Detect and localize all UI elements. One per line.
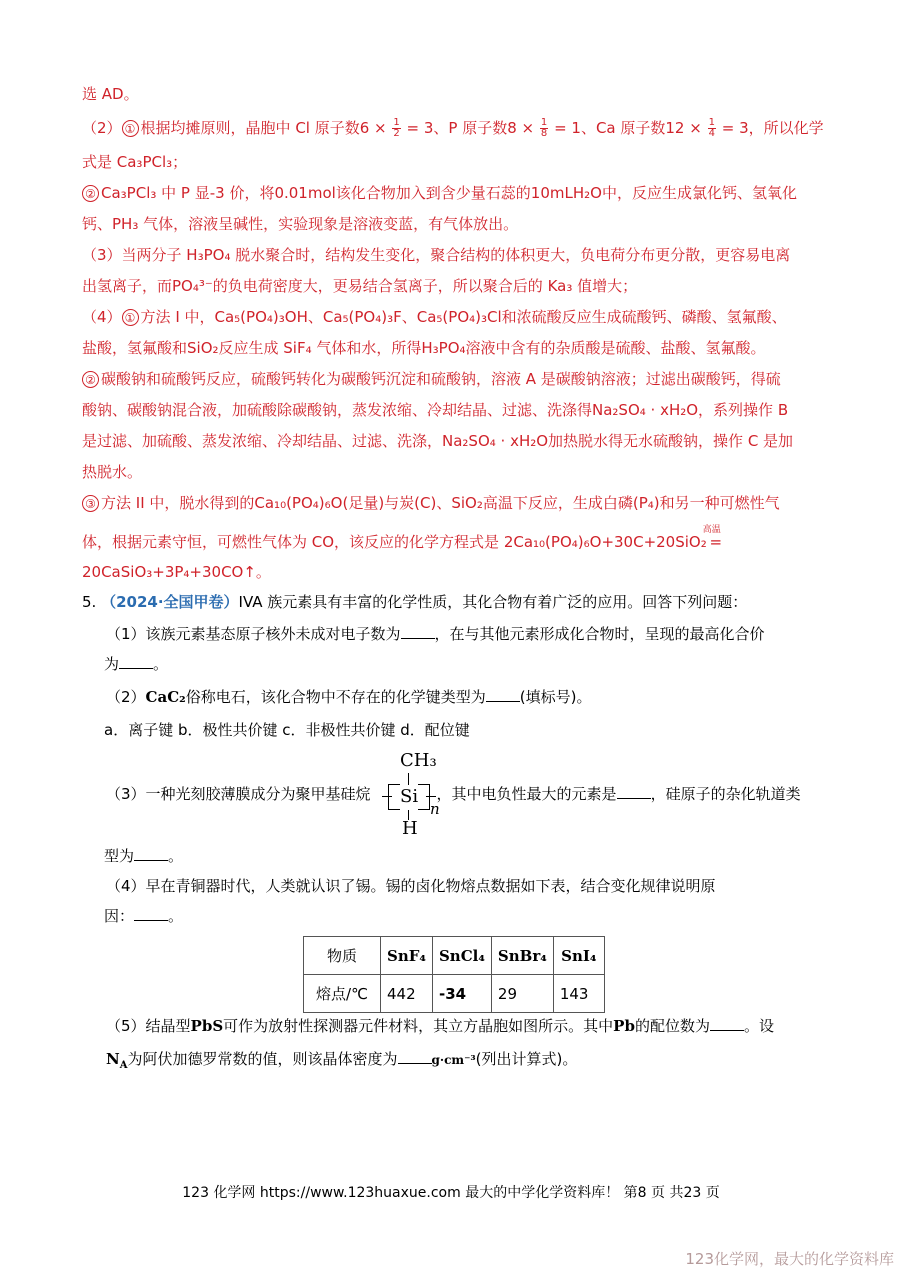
answer-blank[interactable] xyxy=(398,1049,432,1064)
text: 方法 I 中，Ca₅(PO₄)₃OH、Ca₅(PO₄)₃F、Ca₅(PO₄)₃Cl和浓硫酸反应生成硫酸钙、磷酸、氢氟酸、 xyxy=(140,308,787,326)
sol-line-4 xyxy=(82,183,797,203)
sol-line-6: （3）当两分子 H₃PO₄ 脱水聚合时，结构发生变化，聚合结构的体积更大，负电荷分布更分散，更容易电离 xyxy=(82,246,791,264)
sol-line-1: 选 AD。 xyxy=(82,85,139,103)
methyl-group: CH₃ xyxy=(400,750,437,771)
circle-number: ① xyxy=(122,309,139,326)
text: 。 xyxy=(153,655,169,673)
table-header: SnI₄ xyxy=(553,937,604,975)
formula: N xyxy=(106,1050,120,1068)
table-cell: 442 xyxy=(381,975,433,1013)
unit: g·cm⁻³ xyxy=(431,1053,476,1067)
fraction: $\frac{1}{2}$ xyxy=(393,117,400,139)
sol-line-14 xyxy=(82,493,780,513)
sol-line-2 xyxy=(82,118,824,139)
answer-blank[interactable] xyxy=(486,687,520,702)
sol-line-5: 钙、PH₃ 气体，溶液呈碱性，实验现象是溶液变蓝，有气体放出。 xyxy=(82,215,519,233)
q5-sub1-cont xyxy=(104,654,168,674)
table-cell: 143 xyxy=(553,975,604,1013)
sol-line-10 xyxy=(82,369,781,389)
silicon-atom: Si xyxy=(400,786,419,807)
formula: PbS xyxy=(190,1017,224,1035)
text: (填标号)。 xyxy=(519,688,592,706)
q5-sub2 xyxy=(106,687,591,707)
sol-line-11: 酸钠、碳酸钠混合液，加硫酸除碳酸钠，蒸发浓缩、冷却结晶、过滤、洗涤得Na₂SO₄ · xH₂O，系列操作 B xyxy=(82,401,789,419)
q5-sub3-cont xyxy=(104,846,183,866)
text: 方法 II 中，脱水得到的Ca₁₀(PO₄)₆O(足量)与炭(C)、SiO₂高温下反应，生成白磷(P₄)和另一种可燃性气 xyxy=(101,494,780,512)
subscript: A xyxy=(119,1060,128,1071)
fraction: $\frac{1}{8}$ xyxy=(540,117,548,139)
fraction: $\frac{1}{4}$ xyxy=(708,117,715,139)
watermark: 123化学网，最大的化学资料库 xyxy=(685,1250,894,1268)
text: 为阿伏加德罗常数的值，则该晶体密度为 xyxy=(127,1050,398,1068)
q5-stem xyxy=(82,592,747,612)
text: IVA 族元素具有丰富的化学性质，其化合物有着广泛的应用。回答下列问题： xyxy=(238,593,748,611)
table-row xyxy=(304,937,605,975)
table-header: SnBr₄ xyxy=(491,937,553,975)
circle-number: ③ xyxy=(82,495,99,512)
circle-number: ② xyxy=(82,185,99,202)
sol-line-15 xyxy=(82,525,725,552)
text: 型为 xyxy=(104,847,135,865)
text: 为 xyxy=(104,655,120,673)
text: ，在与其他元素形成化合物时，呈现的最高化合价 xyxy=(434,625,765,643)
text: 碳酸钠和硫酸钙反应，硫酸钙转化为碳酸钙沉淀和硫酸钠，溶液 A 是碳酸钠溶液；过滤出碳酸钙，得硫 xyxy=(101,370,781,388)
text: ，硅原子的杂化轨道类 xyxy=(650,785,801,803)
table-cell: 熔点/℃ xyxy=(304,975,381,1013)
text: 俗称电石，该化合物中不存在的化学键类型为 xyxy=(185,688,486,706)
q5-options: a．离子键 b．极性共价键 c．非极性共价键 d．配位键 xyxy=(104,721,470,739)
circle-number: ② xyxy=(82,371,99,388)
text: 的配位数为 xyxy=(634,1017,710,1035)
q5-sub3 xyxy=(106,784,801,804)
text: (列出计算式)。 xyxy=(475,1050,578,1068)
text: 。设 xyxy=(743,1017,774,1035)
text: 可作为放射性探测器元件材料，其立方晶胞如图所示。其中 xyxy=(223,1017,614,1035)
melting-point-table xyxy=(303,936,605,1013)
sol-line-8 xyxy=(82,307,787,327)
sol-line-16: 20CaSiO₃+3P₄+30CO↑。 xyxy=(82,563,271,581)
part-label: （4） xyxy=(82,308,122,326)
text: 。 xyxy=(168,847,184,865)
q5-sub1 xyxy=(106,624,765,644)
sol-line-3: 式是 Ca₃PCl₃； xyxy=(82,153,188,171)
q5-sub5-cont xyxy=(106,1049,577,1076)
sol-line-13: 热脱水。 xyxy=(82,463,143,481)
table-header: SnCl₄ xyxy=(432,937,491,975)
text: 体，根据元素守恒，可燃性气体为 CO，该反应的化学方程式是 2Ca₁₀(PO₄)₆O+30C+20SiO₂ xyxy=(82,533,707,551)
table-header: 物质 xyxy=(304,937,381,975)
sol-line-12: 是过滤、加硫酸、蒸发浓缩、冷却结晶、过滤、洗涤，Na₂SO₄ · xH₂O加热脱水得无水硫酸钠，操作 C 是加 xyxy=(82,432,794,450)
subscript-n: n xyxy=(430,800,440,818)
q5-sub4-cont xyxy=(104,906,183,926)
sol-line-9: 盐酸，氢氟酸和SiO₂反应生成 SiF₄ 气体和水，所得H₃PO₄溶液中含有的杂质酸是硫酸、盐酸、氢氟酸。 xyxy=(82,339,766,357)
table-header: SnF₄ xyxy=(381,937,433,975)
q5-sub4: （4）早在青铜器时代，人类就认识了锡。锡的卤化物熔点数据如下表，结合变化规律说明原 xyxy=(106,877,716,895)
text: （1）该族元素基态原子核外未成对电子数为 xyxy=(106,625,401,643)
text: （3）一种光刻胶薄膜成分为聚甲基硅烷 xyxy=(106,785,371,803)
text: ，其中电负性最大的元素是 xyxy=(436,785,617,803)
answer-blank[interactable] xyxy=(401,624,435,639)
reaction-condition xyxy=(702,525,725,552)
question-source: （2024·全国甲卷） xyxy=(101,593,239,611)
condition-text: 高温 xyxy=(702,525,721,535)
sol-line-7: 出氢离子，而PO₄³⁻的负电荷密度大，更易结合氢离子，所以聚合后的 Ka₃ 值增大； xyxy=(82,277,638,295)
text: 根据均摊原则，晶胞中 Cl 原子数6 × xyxy=(140,119,387,137)
answer-blank[interactable] xyxy=(617,784,651,799)
table-cell: 29 xyxy=(491,975,553,1013)
text: = 1、Ca 原子数12 × xyxy=(554,119,702,137)
text: （2） xyxy=(106,688,146,706)
question-number: 5. xyxy=(82,593,97,611)
text: （5）结晶型 xyxy=(106,1017,191,1035)
text: = 3，所以化学 xyxy=(721,119,824,137)
answer-blank[interactable] xyxy=(134,846,168,861)
answer-blank[interactable] xyxy=(710,1016,744,1031)
text: = 3、P 原子数8 × xyxy=(406,119,535,137)
equals: = xyxy=(709,533,723,551)
answer-blank[interactable] xyxy=(134,906,168,921)
text: 因： xyxy=(104,907,135,925)
page-footer: 123 化学网 https://www.123huaxue.com 最大的中学化学资料库！ 第8 页 共23 页 xyxy=(182,1185,720,1201)
answer-blank[interactable] xyxy=(119,654,153,669)
formula: CaC₂ xyxy=(145,688,186,706)
q5-sub5 xyxy=(106,1016,774,1036)
hydrogen-atom: H xyxy=(402,818,418,839)
part-label: （2） xyxy=(82,119,122,137)
text: 。 xyxy=(168,907,184,925)
table-cell: -34 xyxy=(432,975,491,1013)
table-row xyxy=(304,975,605,1013)
formula: Pb xyxy=(613,1017,635,1035)
text: Ca₃PCl₃ 中 P 显-3 价，将0.01mol该化合物加入到含少量石蕊的10mLH₂O中，反应生成氯化钙、氢氧化 xyxy=(101,184,797,202)
circle-number: ① xyxy=(122,120,139,137)
